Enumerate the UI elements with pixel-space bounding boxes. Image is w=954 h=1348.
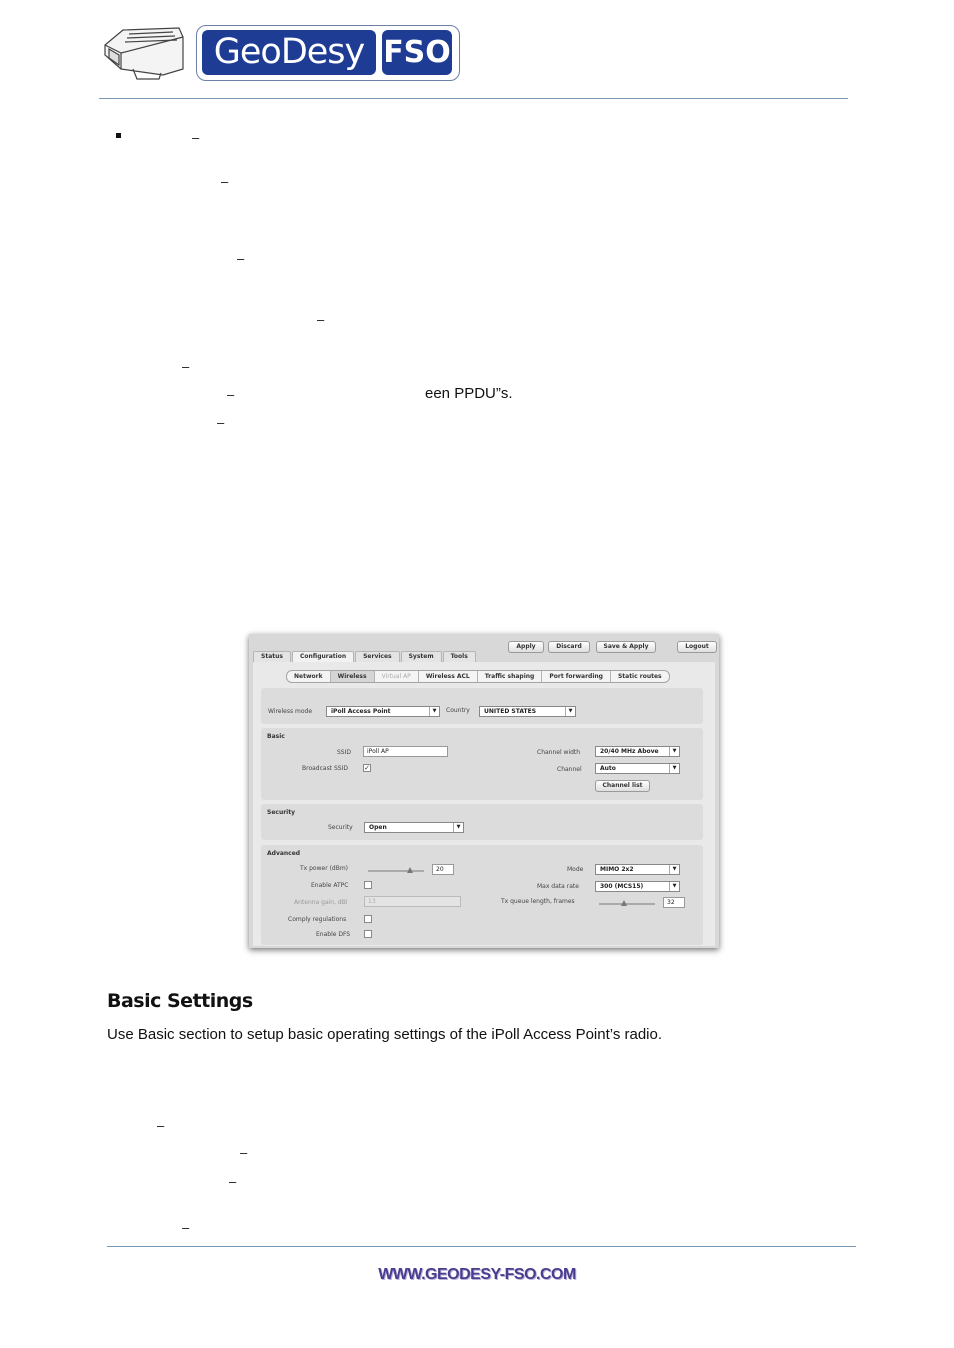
dash-9: –	[240, 1145, 248, 1160]
chevron-down-icon: ▼	[453, 823, 463, 832]
tab-system[interactable]: System	[401, 651, 442, 662]
broadcast-ssid-checkbox[interactable]: ✓	[364, 764, 370, 772]
footer-divider	[107, 1246, 856, 1247]
enable-atpc-checkbox[interactable]	[364, 881, 372, 889]
security-panel	[261, 804, 703, 840]
mode-select[interactable]	[595, 864, 680, 875]
subtab-network[interactable]: Network	[287, 671, 331, 682]
tab-status[interactable]: Status	[253, 651, 291, 662]
chevron-down-icon: ▼	[429, 707, 439, 716]
security-value: Open	[369, 824, 387, 831]
wireless-config-screenshot	[249, 634, 719, 948]
dash-11: –	[182, 1220, 190, 1235]
dash-3: –	[237, 251, 245, 266]
dash-4: –	[317, 312, 325, 327]
subtab-wireless[interactable]: Wireless	[331, 671, 375, 682]
comply-regulations-label: Comply regulations	[288, 916, 347, 923]
chevron-down-icon: ▼	[669, 865, 679, 874]
chevron-down-icon: ▼	[669, 764, 679, 773]
basic-settings-paragraph: Use Basic section to setup basic operating settings of the iPoll Access Point’s radio.	[107, 1026, 663, 1043]
logo-fso-text: FSO	[382, 30, 452, 75]
max-data-rate-value: 300 (MCS15)	[600, 883, 644, 890]
main-tabs	[253, 651, 477, 662]
tx-power-slider[interactable]	[368, 870, 424, 872]
tx-power-label: Tx power (dBm)	[300, 865, 349, 872]
channel-width-label: Channel width	[537, 749, 581, 756]
logout-button[interactable]: Logout	[677, 641, 717, 653]
subtab-wireless-acl[interactable]: Wireless ACL	[419, 671, 478, 682]
chevron-down-icon: ▼	[669, 747, 679, 756]
basic-section-title: Basic	[267, 733, 285, 740]
chevron-down-icon: ▼	[565, 707, 575, 716]
country-select[interactable]	[479, 706, 576, 717]
mode-value: MIMO 2x2	[600, 866, 634, 873]
tx-power-input[interactable]: 20	[432, 864, 454, 875]
enable-dfs-checkbox[interactable]	[364, 930, 372, 938]
security-section-title: Security	[267, 809, 296, 816]
advanced-section-title: Advanced	[267, 850, 301, 857]
subtab-port-forwarding[interactable]: Port forwarding	[542, 671, 611, 682]
channel-width-value: 20/40 MHz Above	[600, 748, 659, 755]
antenna-gain-label: Antenna gain, dBi	[294, 899, 348, 906]
dash-7: –	[217, 415, 225, 430]
dash-1: –	[192, 130, 200, 145]
wireless-mode-select[interactable]	[326, 706, 440, 717]
country-value: UNITED STATES	[484, 708, 537, 715]
dash-10: –	[229, 1174, 237, 1189]
dash-8: –	[157, 1118, 165, 1133]
mode-label: Mode	[567, 866, 584, 873]
channel-list-button[interactable]: Channel list	[595, 780, 650, 792]
dash-2: –	[221, 174, 229, 189]
max-data-rate-select[interactable]	[595, 881, 680, 892]
channel-select[interactable]	[595, 763, 680, 774]
mode-panel	[261, 688, 703, 724]
logo-geodesy-text: GeoDesy	[202, 30, 376, 75]
tab-services[interactable]: Services	[355, 651, 400, 662]
bullet-marker	[116, 133, 121, 138]
tx-queue-length-label: Tx queue length, frames	[501, 898, 575, 905]
discard-button[interactable]: Discard	[548, 641, 590, 653]
comply-regulations-checkbox[interactable]	[364, 915, 372, 923]
footer-website-link[interactable]: WWW.GEODESY-FSO.COM	[378, 1266, 576, 1283]
subtab-virtual-ap: Virtual AP	[375, 671, 419, 682]
basic-settings-heading: Basic Settings	[107, 990, 253, 1012]
tab-tools[interactable]: Tools	[443, 651, 476, 662]
header-divider	[99, 98, 848, 99]
broadcast-ssid-label: Broadcast SSID	[302, 765, 348, 772]
tab-configuration[interactable]: Configuration	[292, 651, 354, 662]
ssid-label: SSID	[337, 749, 352, 756]
country-label: Country	[446, 707, 470, 714]
sub-tabs	[286, 670, 670, 683]
subtab-static-routes[interactable]: Static routes	[617, 673, 662, 680]
chevron-down-icon: ▼	[669, 882, 679, 891]
subtab-traffic-shaping[interactable]: Traffic shaping	[478, 671, 543, 682]
security-select[interactable]	[364, 822, 464, 833]
camera-logo-icon	[103, 25, 185, 81]
apply-button[interactable]: Apply	[508, 641, 544, 653]
security-label: Security	[328, 824, 353, 831]
basic-panel	[261, 728, 703, 800]
channel-width-select[interactable]	[595, 746, 680, 757]
enable-atpc-label: Enable ATPC	[311, 882, 349, 889]
wireless-mode-label: Wireless mode	[268, 708, 313, 715]
save-apply-button[interactable]: Save & Apply	[596, 641, 656, 653]
ssid-input[interactable]: iPoll AP	[363, 746, 448, 757]
tx-power-slider-handle[interactable]	[407, 867, 413, 873]
tx-queue-input[interactable]: 32	[663, 897, 685, 908]
tx-queue-slider-handle[interactable]	[621, 900, 627, 906]
dash-6: –	[227, 387, 235, 402]
max-data-rate-label: Max data rate	[537, 883, 579, 890]
advanced-panel	[261, 845, 703, 945]
geodesy-fso-logo	[196, 25, 460, 81]
enable-dfs-label: Enable DFS	[316, 931, 351, 938]
channel-value: Auto	[600, 765, 616, 772]
wireless-mode-value: iPoll Access Point	[331, 708, 391, 715]
dash-5: –	[182, 359, 190, 374]
antenna-gain-input: 13	[364, 896, 461, 907]
ppdu-text-fragment: een PPDU”s.	[425, 385, 513, 402]
channel-label: Channel	[557, 766, 582, 773]
